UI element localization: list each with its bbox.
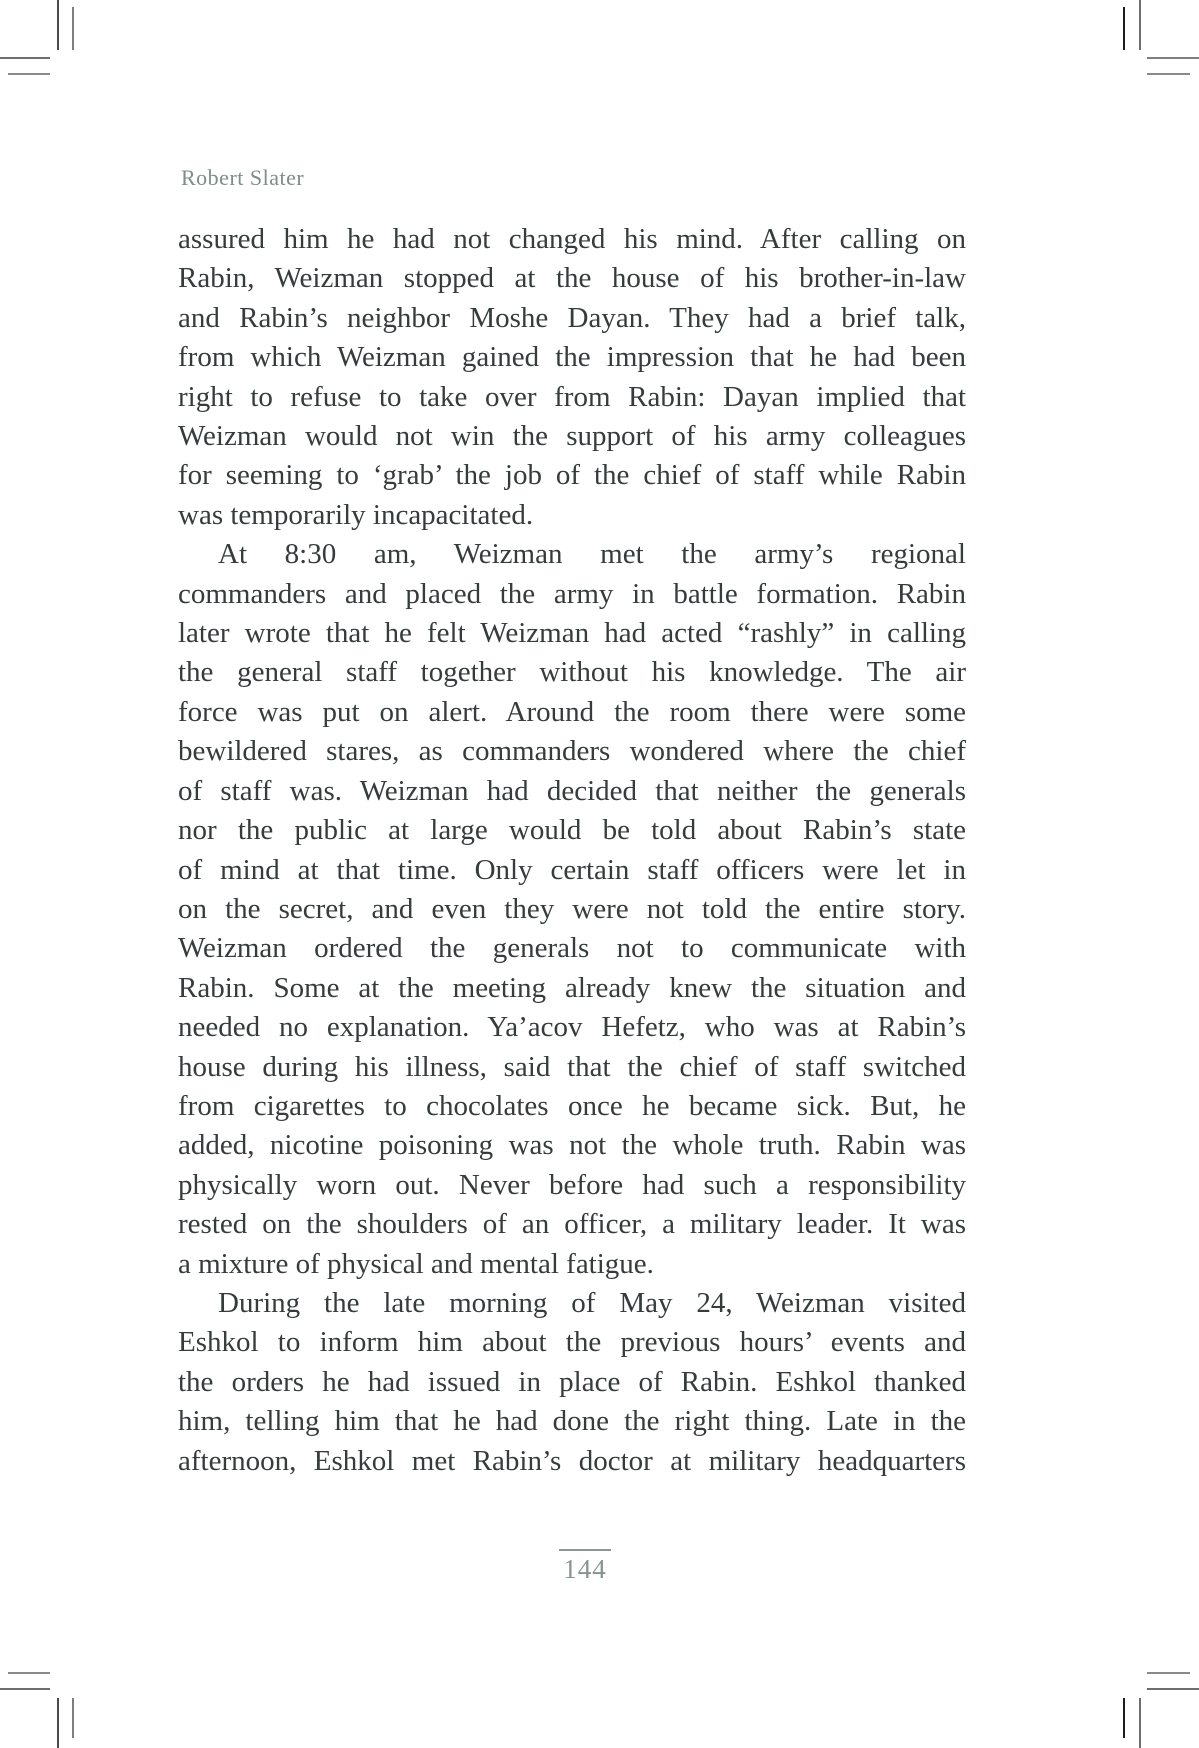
crop-mark-bottom-right-vertical-inner [1123, 1698, 1125, 1738]
paragraph [178, 1284, 966, 1481]
crop-mark-top-left-vertical-outer [57, 0, 59, 50]
text-line: the orders he had issued in place of Rabin. Eshkol thanked [178, 1365, 966, 1398]
text-line: Weizman ordered the generals not to communicate with [178, 932, 966, 965]
text-line: added, nicotine poisoning was not the whole truth. Rabin was [178, 1129, 966, 1162]
crop-mark-bottom-left-vertical-outer [57, 1698, 59, 1748]
text-line: right to refuse to take over from Rabin: Dayan implied that [178, 380, 966, 413]
crop-mark-bottom-right-vertical-outer [1139, 1698, 1141, 1748]
page-number: 144 [563, 1554, 607, 1584]
text-line: At 8:30 am, Weizman met the army’s regional [218, 538, 966, 571]
crop-mark-top-left-horizontal-inner [8, 73, 50, 75]
text-line: was temporarily incapacitated. [178, 498, 534, 531]
crop-mark-top-right-horizontal-outer [1147, 57, 1199, 59]
page-body [178, 220, 966, 1481]
crop-mark-top-right-horizontal-inner [1147, 73, 1190, 75]
crop-mark-bottom-right-horizontal-inner [1147, 1672, 1190, 1674]
text-line: physically worn out. Never before had such a responsibility [178, 1168, 966, 1201]
running-header: Robert Slater [181, 165, 305, 190]
text-line: for seeming to ‘grab’ the job of the chief of staff while Rabin [178, 459, 966, 492]
text-line: of staff was. Weizman had decided that neither the generals [178, 774, 966, 807]
text-line: afternoon, Eshkol met Rabin’s doctor at military headquarters [178, 1444, 966, 1477]
text-line: bewildered stares, as commanders wondered where the chief [178, 735, 966, 768]
text-line: and Rabin’s neighbor Moshe Dayan. They had a brief talk, [178, 301, 966, 334]
paragraph [178, 535, 966, 1284]
text-line: commanders and placed the army in battle formation. Rabin [178, 577, 966, 610]
text-line: assured him he had not changed his mind. After calling on [178, 223, 966, 255]
text-line: from cigarettes to chocolates once he became sick. But, he [178, 1089, 966, 1122]
page-footer [559, 1549, 611, 1583]
crop-mark-bottom-left-horizontal-outer [0, 1688, 50, 1690]
crop-mark-bottom-left-vertical-inner [72, 1698, 74, 1738]
text-line: force was put on alert. Around the room there were some [178, 695, 966, 728]
text-line: later wrote that he felt Weizman had acted “rashly” in calling [178, 617, 966, 650]
text-line: a mixture of physical and mental fatigue. [178, 1247, 654, 1280]
crop-mark-bottom-right-horizontal-outer [1147, 1688, 1199, 1690]
text-line: Rabin. Some at the meeting already knew the situation and [178, 971, 966, 1004]
paragraph [178, 220, 966, 535]
text-line: him, telling him that he had done the right thing. Late in the [178, 1405, 966, 1438]
text-line: of mind at that time. Only certain staff officers were let in [178, 853, 966, 886]
crop-mark-bottom-left-horizontal-inner [8, 1672, 50, 1674]
crop-mark-top-left-vertical-inner [72, 7, 74, 50]
crop-mark-top-right-vertical-outer [1139, 0, 1141, 50]
text-line: house during his illness, said that the chief of staff switched [178, 1050, 966, 1083]
text-line: Eshkol to inform him about the previous hours’ events and [178, 1326, 966, 1359]
text-line: Rabin, Weizman stopped at the house of his brother-in-law [178, 262, 966, 295]
crop-mark-top-left-horizontal-outer [0, 57, 50, 59]
text-line: on the secret, and even they were not told the entire story. [178, 892, 966, 925]
folio-rule [559, 1549, 611, 1551]
text-line: rested on the shoulders of an officer, a military leader. It was [178, 1208, 966, 1241]
text-line: the general staff together without his knowledge. The air [178, 656, 966, 689]
text-line: During the late morning of May 24, Weizman visited [218, 1286, 966, 1319]
text-line: from which Weizman gained the impression that he had been [178, 341, 966, 374]
text-line: needed no explanation. Ya’acov Hefetz, who was at Rabin’s [178, 1011, 966, 1044]
text-line: Weizman would not win the support of his army colleagues [178, 420, 966, 453]
text-line: nor the public at large would be told about Rabin’s state [178, 814, 966, 847]
crop-mark-top-right-vertical-inner [1123, 7, 1125, 50]
